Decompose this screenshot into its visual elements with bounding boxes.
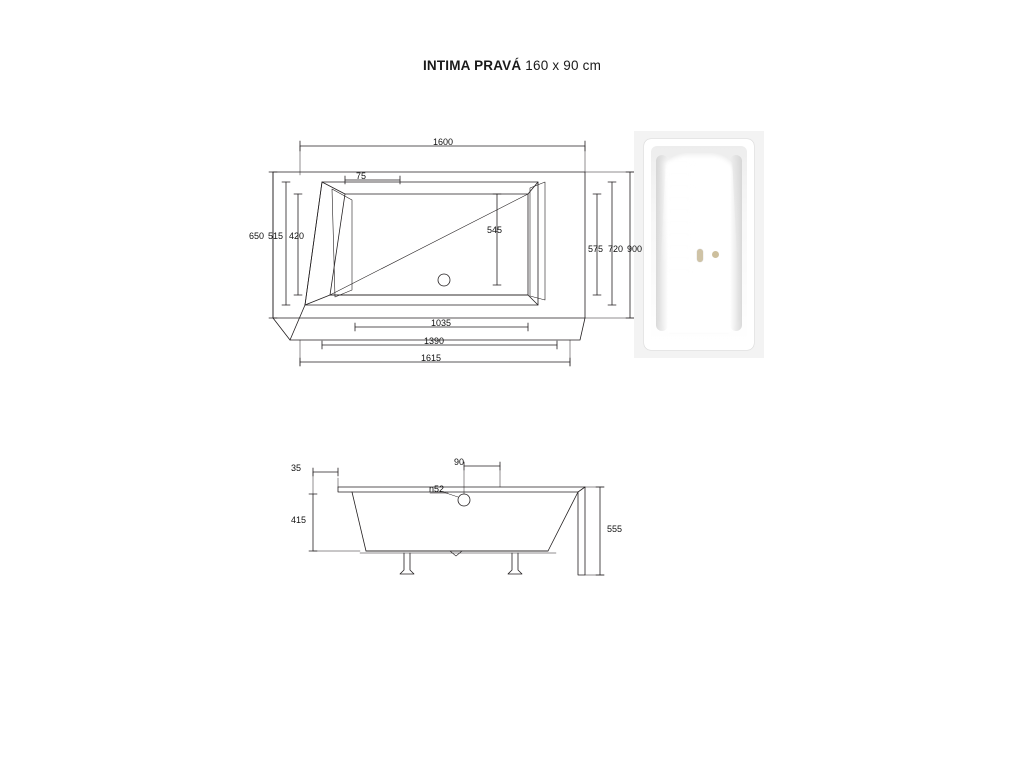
- photo-highlight: [664, 161, 694, 281]
- dim-label-90: 90: [454, 457, 465, 467]
- photo-drain: [712, 251, 719, 258]
- dim-label-575: 575: [588, 244, 604, 254]
- dim-label-515: 515: [268, 231, 284, 241]
- dim-label-900: 900: [627, 244, 643, 254]
- dim-label-420: 420: [289, 231, 305, 241]
- dim-label-35: 35: [291, 463, 302, 473]
- bathtub-photo: [634, 131, 764, 358]
- dim-label-1035: 1035: [431, 318, 452, 328]
- title-model: INTIMA PRAVÁ: [422, 58, 522, 73]
- dim-label-650: 650: [249, 231, 265, 241]
- dim-label-1615: 1615: [421, 353, 442, 363]
- dim-label-1390: 1390: [424, 336, 445, 346]
- dim-label-1600: 1600: [433, 137, 454, 147]
- photo-overflow-cover: [697, 249, 703, 262]
- dim-label-555: 555: [607, 524, 623, 534]
- dim-label-n52: n52: [429, 484, 445, 494]
- dim-label-545: 545: [487, 225, 503, 235]
- dim-label-415: 415: [291, 515, 307, 525]
- photo-shadow-right: [730, 155, 742, 331]
- dim-label-720: 720: [608, 244, 624, 254]
- title-size: 160 x 90 cm: [525, 58, 602, 73]
- dim-label-75: 75: [356, 171, 367, 181]
